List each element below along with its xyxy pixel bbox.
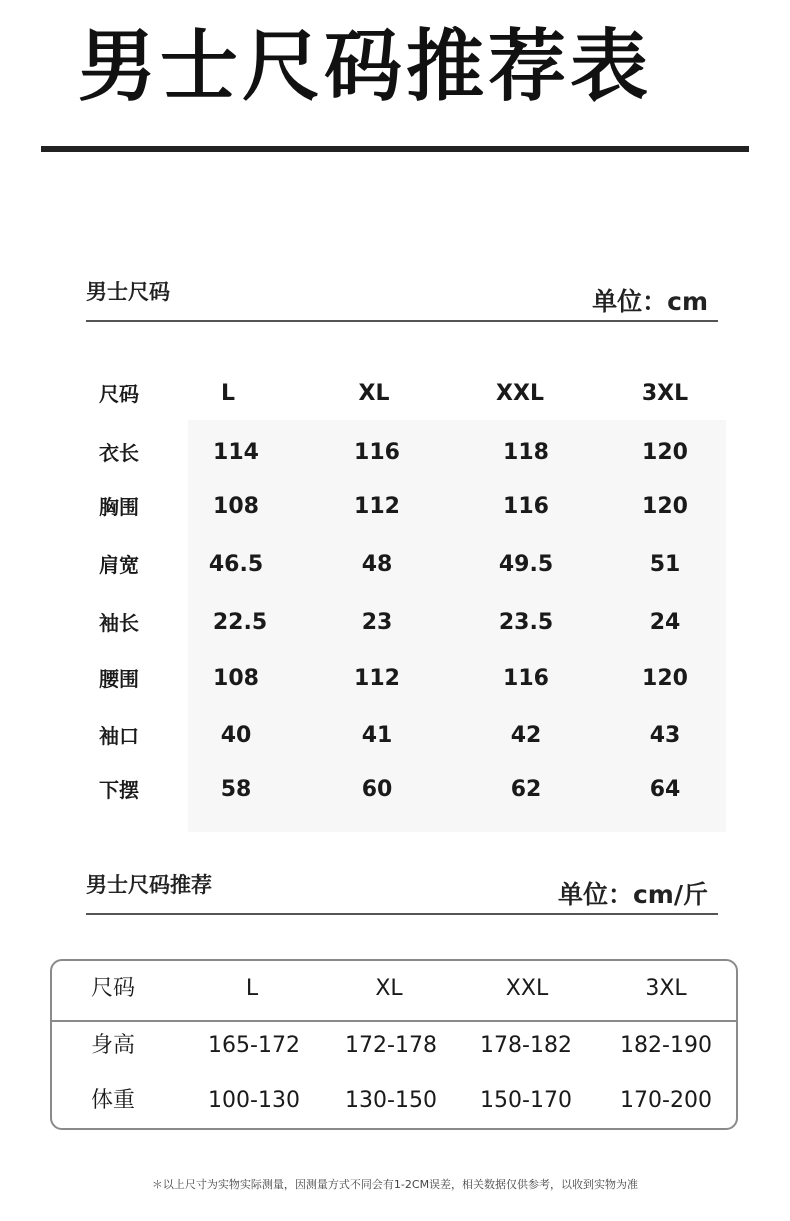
table-cell: 165-172: [208, 1033, 300, 1058]
row-label: 体重: [90, 1088, 136, 1113]
table-cell: 42: [510, 723, 542, 748]
header-cell: 尺码: [90, 976, 136, 1001]
table-cell: 172-178: [345, 1033, 437, 1058]
table-cell: 130-150: [345, 1088, 437, 1113]
table-divider: [52, 1020, 736, 1022]
table-cell: 64: [649, 777, 681, 802]
section-header-size-chart: [86, 276, 718, 322]
table-cell: 23: [361, 610, 393, 635]
header-cell: XL: [375, 976, 403, 1001]
table-cell: 24: [649, 610, 681, 635]
table-cell: 62: [510, 777, 542, 802]
row-label: 衣长: [99, 441, 139, 465]
table-cell: 182-190: [620, 1033, 712, 1058]
header-cell: L: [245, 976, 259, 1001]
unit-label: 单位：cm/斤: [557, 880, 708, 909]
row-label: 腰围: [99, 667, 139, 691]
header-cell: 尺码: [99, 382, 139, 406]
section-label: 男士尺码推荐: [86, 873, 212, 897]
table-cell: 108: [213, 666, 259, 691]
row-label: 下摆: [99, 778, 139, 802]
table-row: [0, 603, 790, 643]
table-cell: 51: [649, 552, 681, 577]
table-cell: 114: [213, 440, 259, 465]
table-header-row: [0, 374, 790, 414]
table-cell: 170-200: [620, 1088, 712, 1113]
table-row: [0, 433, 790, 473]
table-row: [0, 545, 790, 585]
header-cell: XL: [358, 381, 390, 406]
table-cell: 150-170: [480, 1088, 572, 1113]
header-cell: XXL: [496, 381, 544, 406]
table-cell: 22.5: [212, 610, 268, 635]
table-cell: 48: [361, 552, 393, 577]
section-label: 男士尺码: [86, 280, 170, 304]
table-row: [0, 770, 790, 810]
table-cell: 120: [642, 494, 688, 519]
row-label: 身高: [90, 1033, 136, 1058]
row-label: 肩宽: [99, 553, 139, 577]
unit-label: 单位：cm: [592, 287, 708, 316]
table-row: [0, 487, 790, 527]
table-row: [0, 716, 790, 756]
table-cell: 108: [213, 494, 259, 519]
table-cell: 112: [354, 666, 400, 691]
footnote: ＊以上尺寸为实物实际测量，因测量方式不同会有1-2CM误差，相关数据仅供参考，以收到实物为准: [151, 1178, 639, 1191]
table-cell: 118: [503, 440, 549, 465]
table-cell: 120: [642, 440, 688, 465]
header-cell: 3XL: [645, 976, 687, 1001]
table-cell: 120: [642, 666, 688, 691]
header-cell: 3XL: [641, 381, 689, 406]
page-title: 男士尺码推荐表: [78, 22, 653, 112]
table-cell: 116: [503, 494, 549, 519]
section-header-size-recommendation: [86, 869, 718, 915]
table-cell: 49.5: [498, 552, 554, 577]
table-cell: 43: [649, 723, 681, 748]
table-cell: 178-182: [480, 1033, 572, 1058]
table-cell: 41: [361, 723, 393, 748]
table-cell: 112: [354, 494, 400, 519]
table-header-row: [0, 969, 790, 1009]
header-cell: XXL: [505, 976, 549, 1001]
table-cell: 100-130: [208, 1088, 300, 1113]
row-label: 袖长: [99, 611, 139, 635]
table-cell: 40: [220, 723, 252, 748]
table-cell: 58: [220, 777, 252, 802]
table-cell: 46.5: [208, 552, 264, 577]
table-row: [0, 659, 790, 699]
row-label: 袖口: [99, 724, 139, 748]
table-cell: 60: [361, 777, 393, 802]
title-divider: [41, 146, 749, 152]
table-cell: 116: [503, 666, 549, 691]
table-cell: 116: [354, 440, 400, 465]
header-cell: L: [220, 381, 236, 406]
table-row: [0, 1081, 790, 1121]
table-cell: 23.5: [498, 610, 554, 635]
row-label: 胸围: [99, 495, 139, 519]
table-row: [0, 1026, 790, 1066]
